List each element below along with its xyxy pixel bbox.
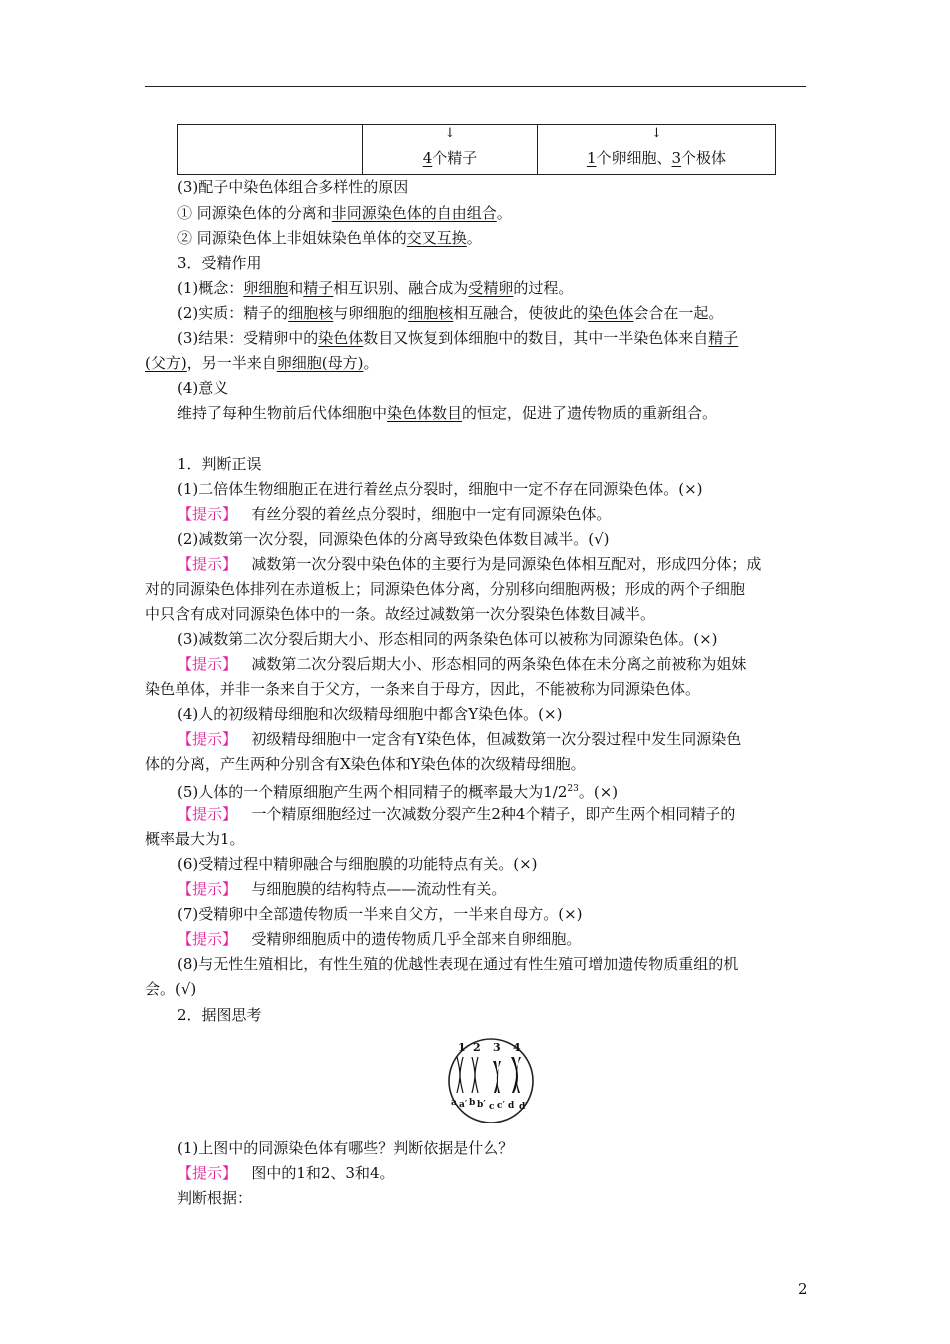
paragraph: (3)结果：受精卵中的染色体数目又恢复到体细胞中的数目，其中一半染色体来自精子 xyxy=(177,329,739,347)
gene-label: c′ xyxy=(497,1101,505,1111)
table-cell-sperm: ↓ 4个精子 xyxy=(363,125,538,175)
hint-continued: 中只含有成对同源染色体中的一条。故经过减数第一次分裂染色体数目减半。 xyxy=(145,605,656,623)
section-heading: (4)意义 xyxy=(177,379,229,397)
hint-continued: 概率最大为1。 xyxy=(145,830,245,848)
chromosome-4-icon xyxy=(511,1057,521,1093)
gene-label: d xyxy=(508,1101,515,1111)
question: (1)上图中的同源染色体有哪些？判断依据是什么？ xyxy=(177,1139,514,1157)
page-number: 2 xyxy=(798,1280,808,1298)
chromosome-1-icon xyxy=(457,1057,463,1093)
table-cell-empty xyxy=(178,125,363,175)
chromosome-3-icon xyxy=(493,1061,501,1093)
gene-label: d′ xyxy=(519,1102,528,1112)
hint: 【提示】 有丝分裂的着丝点分裂时，细胞中一定有同源染色体。 xyxy=(177,505,612,523)
gene-label: b′ xyxy=(477,1100,486,1110)
paragraph: (父方)，另一半来自卵细胞(母方)。 xyxy=(145,354,379,372)
chromosome-figure xyxy=(441,1035,541,1123)
hint-continued: 染色单体，并非一条来自于父方，一条来自于母方，因此，不能被称为同源染色体。 xyxy=(145,680,701,698)
hint: 【提示】 图中的1和2、3和4。 xyxy=(177,1164,395,1182)
down-arrow-icon: ↓ xyxy=(651,126,662,141)
hint: 【提示】 初级精母细胞中一定含有Y染色体，但减数第一次分裂过程中发生同源染色 xyxy=(177,730,742,748)
hint: 【提示】 受精卵细胞质中的遗传物质几乎全部来自卵细胞。 xyxy=(177,930,582,948)
chromosome-number: 2 xyxy=(473,1041,481,1054)
paragraph: 判断根据： xyxy=(177,1189,253,1207)
gene-label: a′ xyxy=(459,1100,468,1110)
section-title: 2．据图思考 xyxy=(177,1006,262,1024)
hint: 【提示】 一个精原细胞经过一次减数分裂产生2种4个精子，即产生两个相同精子的 xyxy=(177,805,736,823)
hint-continued: 体的分离，产生两种分别含有X染色体和Y染色体的次级精母细胞。 xyxy=(145,755,586,773)
hint: 【提示】 减数第一次分裂中染色体的主要行为是同源染色体相互配对，形成四分体；成 xyxy=(177,555,762,573)
hint-continued: 对的同源染色体排列在赤道板上；同源染色体分离，分别移向细胞两极；形成的两个子细胞 xyxy=(145,580,746,598)
question-continued: 会。(√) xyxy=(145,980,197,998)
question: (1)二倍体生物细胞正在进行着丝点分裂时，细胞中一定不存在同源染色体。(×) xyxy=(177,480,703,498)
chromosome-number: 4 xyxy=(513,1041,521,1054)
paragraph: (1)概念：卵细胞和精子相互识别、融合成为受精卵的过程。 xyxy=(177,279,574,297)
table-cell-egg: ↓ 1个卵细胞、3个极体 xyxy=(538,125,776,175)
question: (7)受精卵中全部遗传物质一半来自父方，一半来自母方。(×) xyxy=(177,905,583,923)
chromosome-number: 3 xyxy=(493,1041,501,1054)
paragraph: 维持了每种生物前后代体细胞中染色体数目的恒定，促进了遗传物质的重新组合。 xyxy=(177,404,718,422)
question: (3)减数第二次分裂后期大小、形态相同的两条染色体可以被称为同源染色体。(×) xyxy=(177,630,718,648)
question: (8)与无性生殖相比，有性生殖的优越性表现在通过有性生殖可增加遗传物质重组的机 xyxy=(177,955,739,973)
chromosome-2-icon xyxy=(472,1057,478,1093)
down-arrow-icon: ↓ xyxy=(444,126,456,141)
section-title: 1．判断正误 xyxy=(177,455,262,473)
chromosome-number: 1 xyxy=(458,1041,466,1054)
hint: 【提示】 与细胞膜的结构特点——流动性有关。 xyxy=(177,880,507,898)
paragraph: (2)实质：精子的细胞核与卵细胞的细胞核相互融合，使彼此的染色体会合在一起。 xyxy=(177,304,724,322)
question: (5)人体的一个精原细胞产生两个相同精子的概率最大为$1/2^{23}$。(×) xyxy=(177,783,619,801)
section-heading: (3)配子中染色体组合多样性的原因 xyxy=(177,178,409,196)
question: (2)减数第一次分裂，同源染色体的分离导致染色体数目减半。(√) xyxy=(177,530,610,548)
gene-label: b xyxy=(469,1098,476,1108)
question: (4)人的初级精母细胞和次级精母细胞中都含Y染色体。(×) xyxy=(177,705,563,723)
paragraph: ② 同源染色体上非姐妹染色单体的交叉互换。 xyxy=(177,229,482,247)
gene-label: a xyxy=(451,1098,457,1108)
meiosis-table-fragment xyxy=(177,124,776,175)
hint: 【提示】 减数第二次分裂后期大小、形态相同的两条染色体在未分离之前被称为姐妹 xyxy=(177,655,747,673)
paragraph: ① 同源染色体的分离和非同源染色体的自由组合。 xyxy=(177,204,512,222)
question: (6)受精过程中精卵融合与细胞膜的功能特点有关。(×) xyxy=(177,855,538,873)
header-rule xyxy=(145,86,806,87)
gene-label: c xyxy=(489,1102,495,1112)
section-title: 3．受精作用 xyxy=(177,254,262,272)
